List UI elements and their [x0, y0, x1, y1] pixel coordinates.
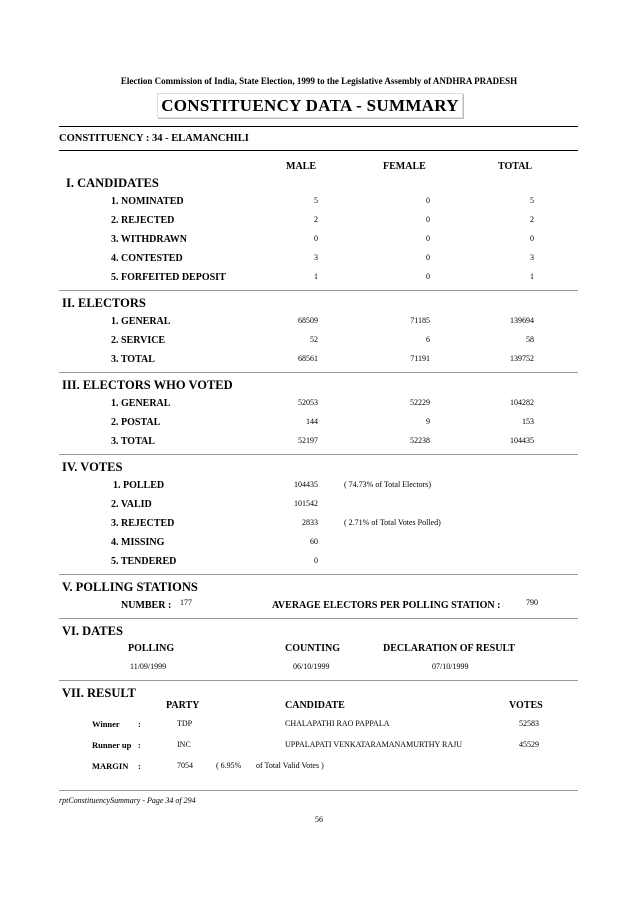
counting-date-label: COUNTING [285, 643, 341, 654]
value-female: 0 [426, 253, 430, 262]
value-total: 1 [530, 272, 534, 281]
row-label: 2. REJECTED [111, 215, 175, 226]
divider [59, 618, 578, 619]
value-total: 3 [530, 253, 534, 262]
margin-label: MARGIN [92, 761, 129, 771]
value-female: 71191 [410, 354, 430, 363]
value-female: 9 [426, 417, 430, 426]
winner-votes: 52583 [519, 719, 539, 728]
polling-stations-number-label: NUMBER : [121, 600, 172, 611]
value-female: 0 [426, 215, 430, 224]
average-electors-value: 790 [526, 598, 538, 607]
value-female: 71185 [410, 316, 430, 325]
margin-votes: 7054 [177, 761, 193, 770]
polling-stations-number: 177 [180, 598, 192, 607]
runner-up-candidate: UPPALAPATI VENKATARAMANAMURTHY RAJU [285, 740, 462, 749]
value-total: 0 [530, 234, 534, 243]
section-polling-stations-heading: V. POLLING STATIONS [62, 580, 198, 594]
polling-date-label: POLLING [128, 643, 175, 654]
column-male: MALE [286, 161, 316, 172]
row-label: 1. GENERAL [111, 316, 171, 327]
section-voted-heading: III. ELECTORS WHO VOTED [62, 378, 233, 392]
value-male: 68561 [298, 354, 318, 363]
row-label: 3. REJECTED [111, 518, 175, 529]
value-total: 104282 [510, 398, 534, 407]
value-total: 58 [526, 335, 534, 344]
row-label: 4. MISSING [111, 537, 165, 548]
value-female: 52238 [410, 436, 430, 445]
colon: : [138, 761, 141, 771]
page-title: CONSTITUENCY DATA - SUMMARY [157, 93, 463, 118]
row-label: 3. TOTAL [111, 354, 155, 365]
section-candidates-heading: I. CANDIDATES [66, 176, 159, 190]
value-total: 153 [522, 417, 534, 426]
divider [59, 150, 578, 151]
divider [59, 372, 578, 373]
row-label: 5. FORFEITED DEPOSIT [111, 272, 226, 283]
row-label: 5. TENDERED [111, 556, 177, 567]
declaration-date-label: DECLARATION OF RESULT [383, 643, 515, 654]
row-label: 1. NOMINATED [111, 196, 184, 207]
report-header-line: Election Commission of India, State Election, 1999 to the Legislative Assembly of ANDHRA PRADESH [120, 76, 518, 86]
runner-up-votes: 45529 [519, 740, 539, 749]
runner-up-label: Runner up [92, 740, 132, 750]
page-number: 56 [315, 815, 323, 824]
value-female: 6 [426, 335, 430, 344]
column-female: FEMALE [383, 161, 426, 172]
value-female: 0 [426, 234, 430, 243]
row-label: 2. SERVICE [111, 335, 166, 346]
runner-up-party: INC [177, 740, 191, 749]
polling-date: 11/09/1999 [130, 662, 167, 671]
value-male: 52197 [298, 436, 318, 445]
row-label: 1. POLLED [113, 480, 165, 491]
margin-note: of Total Valid Votes ) [256, 761, 324, 770]
value-votes: 2833 [302, 518, 318, 527]
row-label: 2. VALID [111, 499, 152, 510]
value-total: 5 [530, 196, 534, 205]
value-female: 52229 [410, 398, 430, 407]
constituency-name: CONSTITUENCY : 34 - ELAMANCHILI [59, 133, 249, 144]
value-male: 0 [314, 234, 318, 243]
divider [59, 290, 578, 291]
value-male: 52 [310, 335, 318, 344]
votes-note: ( 2.71% of Total Votes Polled) [344, 518, 441, 527]
row-label: 3. WITHDRAWN [111, 234, 187, 245]
winner-label: Winner [92, 719, 120, 729]
row-label: 3. TOTAL [111, 436, 155, 447]
report-footer: rptConstituencySummary - Page 34 of 294 [59, 796, 196, 805]
divider [59, 574, 578, 575]
row-label: 2. POSTAL [111, 417, 161, 428]
value-male: 144 [306, 417, 318, 426]
margin-percent: ( 6.95% [216, 761, 242, 770]
section-electors-heading: II. ELECTORS [62, 296, 146, 310]
divider [59, 454, 578, 455]
value-male: 1 [314, 272, 318, 281]
value-male: 2 [314, 215, 318, 224]
section-dates-heading: VI. DATES [62, 624, 123, 638]
votes-note: ( 74.73% of Total Electors) [344, 480, 432, 489]
value-total: 104435 [510, 436, 534, 445]
colon: : [138, 740, 141, 750]
value-female: 0 [426, 196, 430, 205]
value-total: 2 [530, 215, 534, 224]
value-votes: 104435 [294, 480, 318, 489]
section-votes-heading: IV. VOTES [62, 460, 123, 474]
value-votes: 0 [314, 556, 318, 565]
row-label: 4. CONTESTED [111, 253, 183, 264]
candidate-column-label: CANDIDATE [285, 700, 345, 711]
declaration-date: 07/10/1999 [432, 662, 469, 671]
winner-party: TDP [177, 719, 193, 728]
section-result-heading: VII. RESULT [62, 686, 136, 700]
colon: : [138, 719, 141, 729]
value-male: 3 [314, 253, 318, 262]
value-votes: 60 [310, 537, 318, 546]
value-male: 68509 [298, 316, 318, 325]
value-total: 139694 [510, 316, 534, 325]
column-total: TOTAL [498, 161, 533, 172]
value-female: 0 [426, 272, 430, 281]
row-label: 1. GENERAL [111, 398, 171, 409]
value-votes: 101542 [294, 499, 318, 508]
average-electors-label: AVERAGE ELECTORS PER POLLING STATION : [272, 600, 501, 611]
votes-column-label: VOTES [509, 700, 543, 711]
party-column-label: PARTY [166, 700, 200, 711]
divider [59, 790, 578, 791]
value-total: 139752 [510, 354, 534, 363]
counting-date: 06/10/1999 [293, 662, 330, 671]
divider [59, 126, 578, 127]
value-male: 5 [314, 196, 318, 205]
divider [59, 680, 578, 681]
value-male: 52053 [298, 398, 318, 407]
winner-candidate: CHALAPATHI RAO PAPPALA [285, 719, 390, 728]
